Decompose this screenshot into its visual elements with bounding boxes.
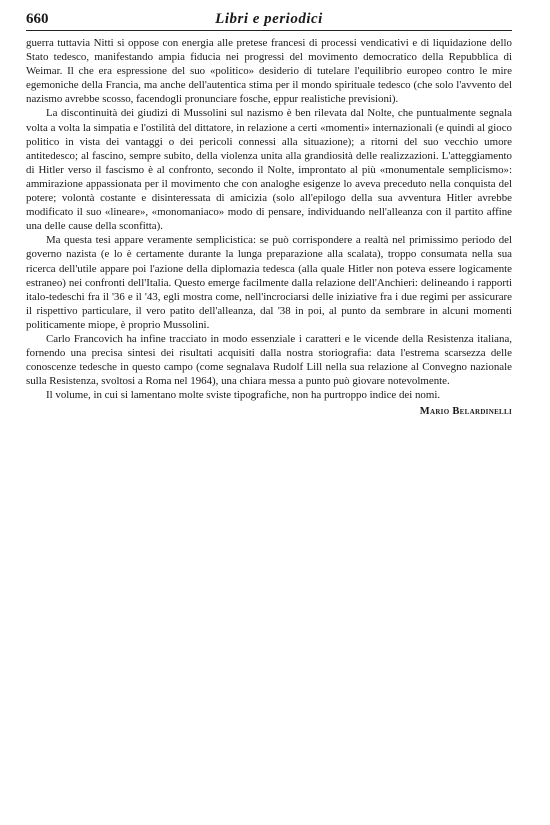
paragraph-mussolini-nazism: La discontinuità dei giudizi di Mussolini sul nazismo è ben rilevata dal Nolte, che puntualmente segnala volta a volta la simpatia e l'ostilità del dittatore, in relazione a certi «momenti» internazionali (e quindi al gioco politico in vista dei vantaggi o dei pericoli connessi alla situazione); a ritorni del suo vecchio umore antitedesco; al fascino, sempre subito, della violenza unita alla grandiosità delle realizzazioni. L'atteggiamento di Hitler verso il fascismo è al confronto, secondo il Nolte, improntato al più «monumentale semplicismo»: ammirazione appassionata per il movimento che con analoghe esigenze lo aveva preceduto nella conquista del potere; volontà costante e disinteressata di amicizia (solo all'epilogo della sua avventura Hitler avrebbe modificato il suo «lineare», «monomaniaco» modo di pensare, individuando nell'alleanza con il partito affine una delle cause della sconfitta). (26, 107, 512, 233)
page-header (26, 10, 512, 31)
paragraph-critique: Ma questa tesi appare veramente semplicistica: se può corrispondere a realtà nel primissimo periodo del governo nazista (e lo è certamente durante la lunga preparazione alla scalata), troppo consumata nella sua ricerca dell'utile appare poi l'azione della diplomazia tedesca (alla quale Hitler non poteva essere logicamente estraneo) nei confronti dell'Italia. Questo emerge facilmente dalla relazione dell'Anchieri: delineando i rapporti italo-tedeschi fra il '36 e il '43, egli mostra come, nell'incrociarsi delle iniziative fra i due regimi per assicurare il rispettivo particulare, il vero patito dell'alleanza, dal '38 in poi, al punto da sembrare in alcuni momenti politicamente miope, è proprio Mussolini. (26, 234, 512, 331)
paragraph-resistenza: Carlo Francovich ha infine tracciato in modo essenziale i caratteri e le vicende della Resistenza italiana, fornendo una precisa sintesi dei risultati acquisiti dalla nostra storiografia: data l'estrema scarsezza delle conoscenze tedesche in questo campo (come segnalava Rudolf Lill nella sua relazione al Convegno nazionale sulla Resistenza, svoltosi a Roma nel 1964), una chiara messa a punto può giovare notevolmente. (26, 332, 512, 388)
page-number: 660 (26, 11, 49, 27)
running-title: Libri e periodici (215, 11, 323, 27)
author-signature: Mario Belardinelli (419, 406, 512, 418)
paragraph-closing: Il volume, in cui si lamentano molte sviste tipografiche, non ha purtroppo indice dei nomi. (46, 389, 441, 402)
review-body (26, 36, 512, 419)
paragraph-continuation: guerra tuttavia Nitti si oppose con energia alle pretese francesi di processi vendicativi e di liquidazione dello Stato tedesco, manifestando ampia fiducia nei progressi del movimento democratico della Repubblica di Weimar. Il che era espressione del suo «politico» desiderio di tutelare l'equilibrio europeo contro le mire egemoniche della Francia, ma anche dell'autentica stima per il mondo spirituale tedesco (che solo l'avvento del nazismo avrebbe scosso, facendogli pronunciare fosche, eppur realistiche previsioni). (26, 37, 512, 106)
